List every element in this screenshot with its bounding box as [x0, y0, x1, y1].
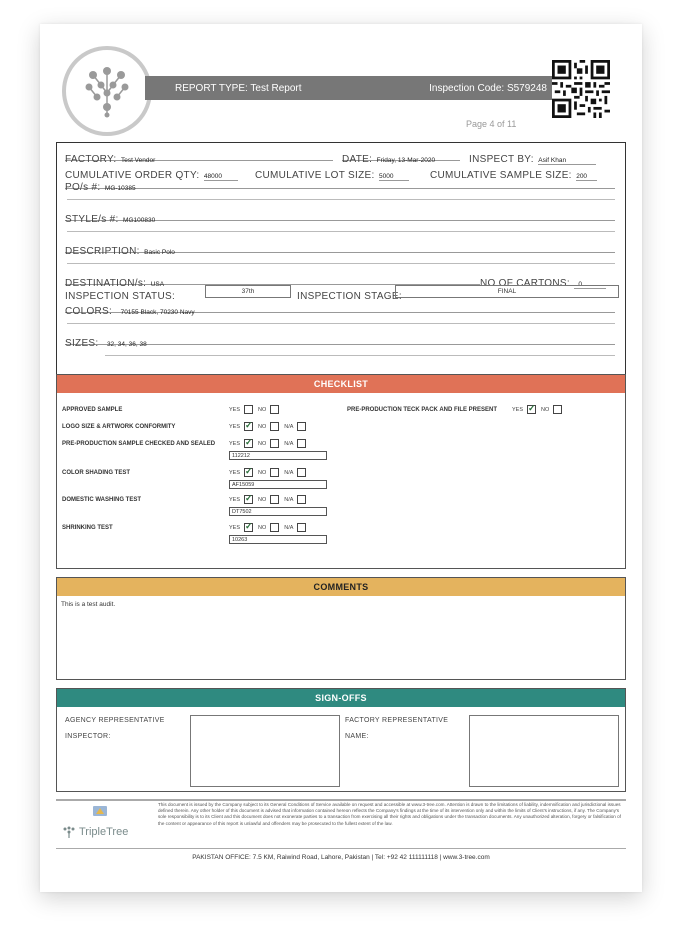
yes-checkbox[interactable]	[527, 405, 536, 414]
description-value: Basic Polo	[144, 249, 175, 256]
date-label: DATE:	[342, 154, 373, 165]
na-label: N/A	[284, 469, 294, 476]
comments-text: This is a test audit.	[61, 601, 116, 608]
po-row	[65, 177, 615, 193]
yes-label: YES	[229, 469, 241, 476]
test-reference-field[interactable]: DT7502	[229, 507, 327, 516]
checklist-options	[229, 523, 311, 532]
colors-value: 70155 Black, 70230 Navy	[120, 309, 195, 316]
footer-disclaimer: This document is issued by the Company subject to its General Conditions of Service available on request and accessible at www.3-tree.com. Attention is drawn to the limitations of liability, indemnification and jurisdictional issues defined therein. Any other holder of this document is advised that information contained hereon reflects the Company's findings at the time of its intervention only and within the limits of Client's instructions, if any. The Company's sole responsibility is to its Client and this document does not exonerate parties to a transaction from exercising all their rights and obligations under the transaction documents. Any unauthorized alteration, forgery or falsification of the content or appearance of this report is unlawful and offenders may be prosecuted to the fullest extent of the law.	[158, 802, 621, 826]
yes-checkbox[interactable]	[244, 422, 253, 431]
blank-line	[67, 323, 615, 324]
sizes-value: 32, 34, 36, 38	[106, 341, 147, 348]
factory-rep-label: FACTORY REPRESENTATIVE	[345, 717, 449, 724]
footer-divider	[56, 799, 626, 801]
destination-value: USA	[150, 281, 165, 288]
description-row	[65, 241, 615, 257]
blank-line	[67, 231, 615, 232]
yes-label: YES	[229, 423, 241, 430]
lot-size-value: 5000	[379, 173, 409, 181]
no-label: NO	[258, 469, 267, 476]
na-checkbox[interactable]	[297, 422, 306, 431]
description-label: DESCRIPTION:	[65, 246, 140, 257]
sample-size-label: CUMULATIVE SAMPLE SIZE:	[430, 170, 572, 181]
checklist-section	[56, 374, 626, 569]
na-checkbox[interactable]	[297, 439, 306, 448]
na-checkbox[interactable]	[297, 523, 306, 532]
yes-label: YES	[229, 440, 241, 447]
na-checkbox[interactable]	[297, 495, 306, 504]
na-label: N/A	[284, 496, 294, 503]
signoffs-title: SIGN-OFFS	[57, 689, 625, 707]
checklist-item-label: COLOR SHADING TEST	[62, 470, 131, 476]
test-reference-field[interactable]: 10263	[229, 535, 327, 544]
checklist-item-label: DOMESTIC WASHING TEST	[62, 497, 142, 503]
no-label: NO	[258, 496, 267, 503]
name-label: NAME:	[345, 733, 369, 740]
agency-rep-label: AGENCY REPRESENTATIVE	[65, 717, 165, 724]
factory-label: FACTORY:	[65, 154, 117, 165]
status-value: 37th	[205, 285, 291, 298]
no-label: NO	[258, 524, 267, 531]
po-label: PO/s #:	[65, 182, 101, 193]
no-checkbox[interactable]	[270, 422, 279, 431]
test-reference-field[interactable]: 112212	[229, 451, 327, 460]
order-qty-row	[65, 165, 245, 181]
destination-row	[65, 273, 480, 289]
brand-name: TripleTree	[79, 826, 129, 838]
status-label: INSPECTION STATUS:	[65, 291, 176, 302]
lot-size-label: CUMULATIVE LOT SIZE:	[255, 170, 375, 181]
no-checkbox[interactable]	[553, 405, 562, 414]
cartons-row	[480, 273, 620, 289]
na-checkbox[interactable]	[297, 468, 306, 477]
office-address: PAKISTAN OFFICE: 7.5 KM, Raiwind Road, Lahore, Pakistan | Tel: +92 42 111111118 | www.3-tree.com	[192, 854, 490, 861]
lot-size-row	[255, 165, 435, 181]
blank-line	[67, 199, 615, 200]
style-row	[65, 209, 615, 225]
blank-line	[67, 263, 615, 264]
cartons-value: 0	[574, 281, 606, 289]
checklist-options	[229, 405, 284, 414]
yes-checkbox[interactable]	[244, 439, 253, 448]
checklist-options	[229, 422, 311, 431]
date-row	[342, 149, 460, 165]
no-label: NO	[258, 423, 267, 430]
company-logo	[62, 46, 152, 136]
na-label: N/A	[284, 524, 294, 531]
no-checkbox[interactable]	[270, 523, 279, 532]
yes-label: YES	[512, 406, 524, 413]
checklist-item-label: SHRINKING TEST	[62, 525, 113, 531]
inspect-by-row	[469, 149, 619, 165]
cartons-label: NO OF CARTONS:	[480, 278, 570, 289]
yes-checkbox[interactable]	[244, 405, 253, 414]
destination-label: DESTINATION/s:	[65, 278, 147, 289]
comments-section	[56, 577, 626, 680]
footer-brand	[62, 826, 128, 838]
colors-label: COLORS:	[65, 306, 113, 317]
comments-title: COMMENTS	[57, 578, 625, 596]
yes-label: YES	[229, 524, 241, 531]
test-reference-field[interactable]: AF15059	[229, 480, 327, 489]
yes-checkbox[interactable]	[244, 468, 253, 477]
stage-value: FINAL	[395, 285, 619, 298]
page-number: Page 4 of 11	[466, 119, 517, 129]
factory-value: Test Vendor	[120, 157, 156, 164]
checklist-title: CHECKLIST	[57, 375, 625, 393]
sizes-row	[65, 333, 615, 349]
checklist-options	[229, 468, 311, 477]
order-qty-value: 48000	[204, 173, 238, 181]
signoffs-section	[56, 688, 626, 792]
colors-row	[65, 301, 615, 317]
no-checkbox[interactable]	[270, 439, 279, 448]
no-label: NO	[541, 406, 550, 413]
checklist-item-label: PRE-PRODUCTION TECK PACK AND FILE PRESENT	[347, 407, 498, 413]
yes-label: YES	[229, 406, 241, 413]
style-label: STYLE/s #:	[65, 214, 119, 225]
inspect-by-value: Asif Khan	[538, 157, 596, 165]
report-type: REPORT TYPE: Test Report	[175, 82, 302, 94]
no-checkbox[interactable]	[270, 495, 279, 504]
qr-code-icon	[552, 60, 610, 118]
factory-row	[65, 149, 333, 165]
no-checkbox[interactable]	[270, 405, 279, 414]
sample-size-row	[430, 165, 625, 181]
checklist-options	[229, 439, 311, 448]
stage-label: INSPECTION STAGE:	[297, 291, 402, 302]
checklist-item-label: PRE-PRODUCTION SAMPLE CHECKED AND SEALED	[62, 441, 216, 447]
inspection-code: Inspection Code: S579248	[429, 82, 547, 94]
inspector-signature-box[interactable]	[190, 715, 340, 787]
factory-signature-box[interactable]	[469, 715, 619, 787]
report-page	[40, 24, 642, 892]
order-qty-label: CUMULATIVE ORDER QTY:	[65, 170, 200, 181]
inspection-info-box	[56, 142, 626, 380]
inspect-by-label: INSPECT BY:	[469, 154, 534, 165]
na-label: N/A	[284, 440, 294, 447]
tree-icon	[62, 826, 76, 838]
yes-checkbox[interactable]	[244, 523, 253, 532]
checklist-options	[512, 405, 567, 414]
sizes-label: SIZES:	[65, 338, 99, 349]
yes-checkbox[interactable]	[244, 495, 253, 504]
style-value: MG100830	[123, 217, 156, 224]
sample-size-value: 200	[576, 173, 597, 181]
checklist-options	[229, 495, 311, 504]
no-label: NO	[258, 406, 267, 413]
yes-label: YES	[229, 496, 241, 503]
na-label: N/A	[284, 423, 294, 430]
inspector-label: INSPECTOR:	[65, 733, 111, 740]
checklist-item-label: APPROVED SAMPLE	[62, 407, 123, 413]
no-label: NO	[258, 440, 267, 447]
date-value: Friday, 13-Mar-2020	[376, 157, 436, 164]
footer-logo-icon	[90, 804, 110, 825]
checklist-item-label: LOGO SIZE & ARTWORK CONFORMITY	[62, 424, 176, 430]
po-value: MG-10385	[104, 185, 136, 192]
no-checkbox[interactable]	[270, 468, 279, 477]
footer-divider	[56, 848, 626, 849]
blank-line	[105, 355, 615, 356]
report-header-bar	[145, 76, 555, 100]
